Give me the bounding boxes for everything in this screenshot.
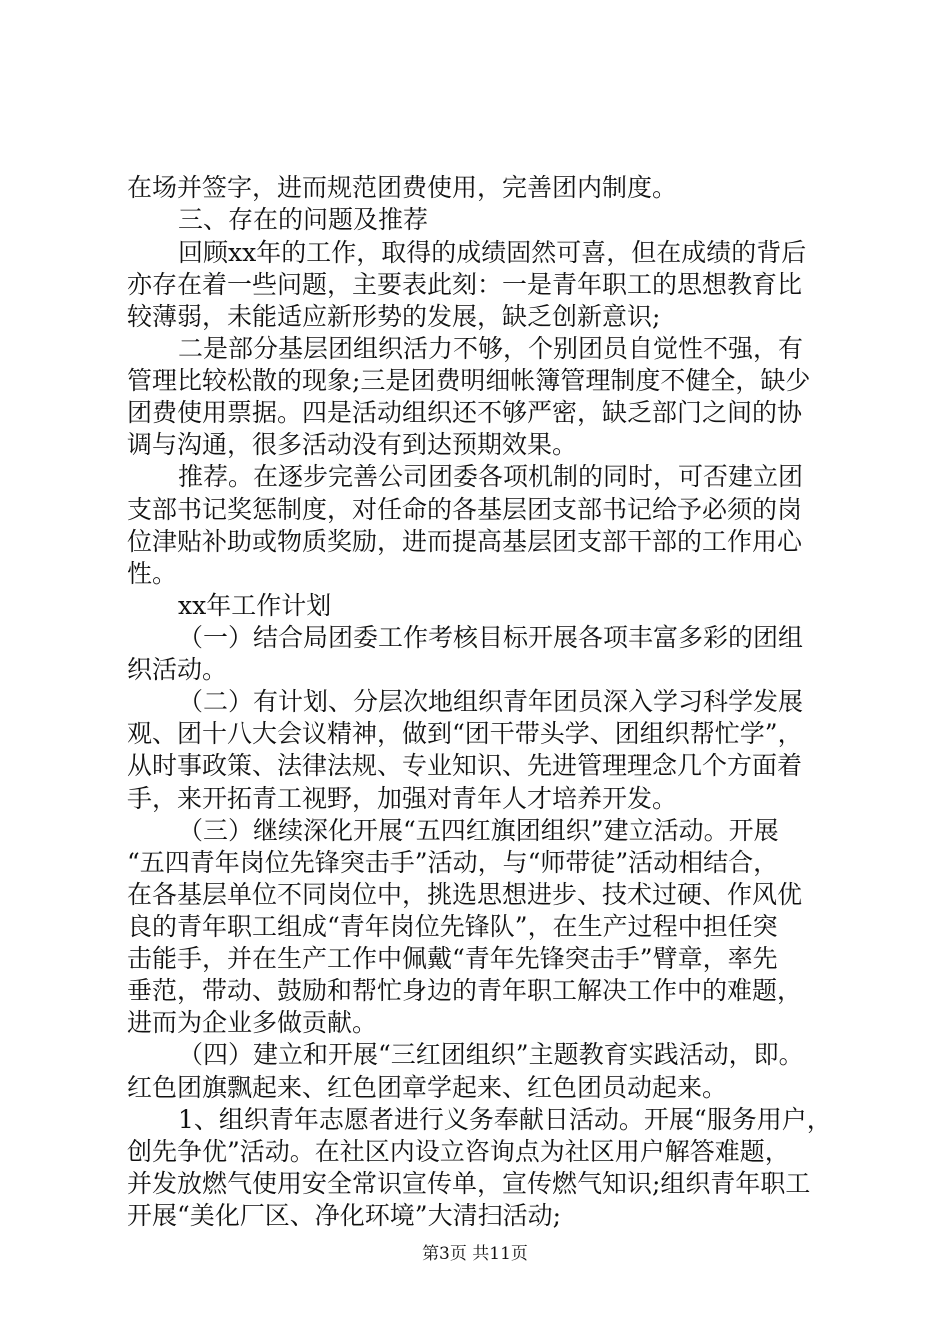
text-line: 支部书记奖惩制度，对任命的各基层团支部书记给予必须的岗 [127,495,803,524]
text-line: 位津贴补助或物质奖励，进而提高基层团支部干部的工作用心 [127,527,803,556]
text-line: （一）结合局团委工作考核目标开展各项丰富多彩的团组 [178,623,804,652]
text-line: 管理比较松散的现象;三是团费明细帐簿管理制度不健全，缺少 [127,366,811,395]
section-heading: 三、存在的问题及推荐 [178,205,429,234]
text-line: 回顾xx年的工作，取得的成绩固然可喜，但在成绩的背后 [178,238,807,267]
text-line: 推荐。在逐步完善公司团委各项机制的同时，可否建立团 [178,462,804,491]
text-line: 亦存在着一些问题，主要表此刻：一是青年职工的思想教育比 [127,270,803,299]
page-footer: 第3页 共11页 [422,1244,528,1264]
text-line: 在场并签字，进而规范团费使用，完善团内制度。 [127,173,678,202]
text-line: （三）继续深化开展“五四红旗团组织”建立活动。开展 [178,816,779,845]
text-line: （二）有计划、分层次地组织青年团员深入学习科学发展 [178,687,804,716]
text-line: 在各基层单位不同岗位中，挑选思想进步、技术过硬、作风优 [127,880,803,909]
text-line: 从时事政策、法律法规、专业知识、先进管理理念几个方面着 [127,751,803,780]
text-line: 开展“美化厂区、净化环境”大清扫活动; [127,1201,561,1230]
section-heading: xx年工作计划 [178,591,332,620]
text-line: 击能手，并在生产工作中佩戴“青年先锋突击手”臂章，率先 [127,944,778,973]
text-line: 并发放燃气使用安全常识宣传单，宣传燃气知识;组织青年职工 [127,1169,811,1198]
text-line: 织活动。 [127,655,228,684]
text-line: 观、团十八大会议精神，做到“团干带头学、团组织帮忙学”， [127,719,803,748]
text-line: 手，来开拓青工视野，加强对青年人才培养开发。 [127,784,678,813]
text-line: 红色团旗飘起来、红色团章学起来、红色团员动起来。 [127,1073,728,1102]
text-line: （四）建立和开展“三红团组织”主题教育实践活动，即。 [178,1040,804,1069]
text-line: 创先争优”活动。在社区内设立咨询点为社区用户解答难题， [127,1137,790,1166]
text-line: 团费使用票据。四是活动组织还不够严密，缺乏部门之间的协 [127,398,803,427]
text-line: 良的青年职工组成“青年岗位先锋队”，在生产过程中担任突 [127,912,778,941]
text-line: 较薄弱，未能适应新形势的发展，缺乏创新意识; [127,302,661,331]
text-line: 二是部分基层团组织活力不够，个别团员自觉性不强，有 [178,334,804,363]
text-line: 调与沟通，很多活动没有到达预期效果。 [127,430,578,459]
text-line: 性。 [127,559,178,588]
text-line: 进而为企业多做贡献。 [127,1008,378,1037]
text-line: 垂范，带动、鼓励和帮忙身边的青年职工解决工作中的难题， [127,976,803,1005]
text-line: “五四青年岗位先锋突击手”活动，与“师带徒”活动相结合， [127,848,779,877]
text-line: 1、组织青年志愿者进行义务奉献日活动。开展“服务用户， [178,1105,832,1134]
